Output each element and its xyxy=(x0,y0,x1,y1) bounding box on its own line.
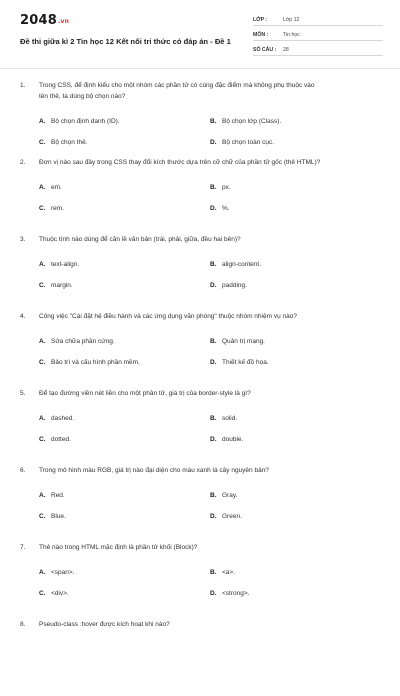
question-line xyxy=(20,80,382,91)
answer-option-c[interactable] xyxy=(39,282,73,289)
question-text: Đơn vị nào sau đây trong CSS thay đổi kích thước dựa trên cỡ chữ của phần tử gốc (thẻ HTML)? xyxy=(39,159,321,166)
question-line xyxy=(20,388,382,399)
option-letter: C. xyxy=(39,590,46,597)
info-label: SỐ CÂU : xyxy=(253,46,277,53)
question-item xyxy=(0,388,400,465)
question-line xyxy=(20,465,382,476)
question-text: Thẻ nào trong HTML mặc định là phần tử khối (Block)? xyxy=(39,544,198,551)
option-letter: A. xyxy=(39,492,46,499)
question-line xyxy=(20,157,382,168)
question-number: 1. xyxy=(20,82,26,89)
question-item xyxy=(0,234,400,311)
answer-option-d[interactable] xyxy=(210,436,243,443)
question-text: Trong CSS, để định kiểu cho một nhóm các phần tử có cùng đặc điểm mà không phụ thuộc vào xyxy=(39,82,315,89)
option-text: Quản trị mạng. xyxy=(222,338,265,345)
option-text: dashed. xyxy=(51,415,75,422)
option-letter: C. xyxy=(39,513,46,520)
answer-option-c[interactable] xyxy=(39,205,64,212)
option-letter: B. xyxy=(210,569,217,576)
question-line xyxy=(20,311,382,322)
question-number: 5. xyxy=(20,390,26,397)
answer-option-c[interactable] xyxy=(39,436,71,443)
answer-option-b[interactable] xyxy=(210,118,281,125)
option-letter: D. xyxy=(210,282,217,289)
option-text: <a>. xyxy=(222,569,236,576)
option-text: <span>. xyxy=(51,569,75,576)
question-item xyxy=(0,80,400,157)
option-text: text-align. xyxy=(51,261,80,268)
question-text: Để tạo đường viền nét liền cho một phần tử, giá trị của border-style là gì? xyxy=(39,390,251,397)
info-label: LỚP : xyxy=(253,16,268,23)
option-text: Bộ chọn thẻ. xyxy=(51,139,88,146)
answer-option-d[interactable] xyxy=(210,359,269,366)
option-text: Green. xyxy=(222,513,242,520)
option-letter: A. xyxy=(39,118,46,125)
option-letter: D. xyxy=(210,436,217,443)
answer-option-a[interactable] xyxy=(39,338,115,345)
option-text: align-content. xyxy=(222,261,262,268)
option-text: padding. xyxy=(222,282,247,289)
answer-option-c[interactable] xyxy=(39,139,88,146)
option-text: em. xyxy=(51,184,62,191)
answer-option-d[interactable] xyxy=(210,282,247,289)
answer-option-a[interactable] xyxy=(39,184,62,191)
question-number: 7. xyxy=(20,544,26,551)
answer-option-a[interactable] xyxy=(39,492,65,499)
answer-option-b[interactable] xyxy=(210,261,261,268)
question-number xyxy=(20,91,39,102)
question-text: Công việc "Cài đặt hệ điều hành và các ứng dụng văn phòng" thuộc nhóm nhiệm vụ nào? xyxy=(39,313,297,320)
question-line xyxy=(20,542,382,553)
option-letter: A. xyxy=(39,261,46,268)
option-letter: D. xyxy=(210,590,217,597)
option-letter: B. xyxy=(210,415,217,422)
option-text: Thiết kế đồ họa. xyxy=(222,359,269,366)
answer-option-b[interactable] xyxy=(210,569,235,576)
answer-option-a[interactable] xyxy=(39,261,79,268)
option-text: solid. xyxy=(222,415,238,422)
header-divider xyxy=(0,68,400,69)
page-title: Đề thi giữa kì 2 Tin học 12 Kết nối tri thức có đáp án - Đề 1 xyxy=(20,37,231,46)
question-number: 3. xyxy=(20,236,26,243)
question-line xyxy=(20,234,382,245)
exam-header xyxy=(0,0,400,68)
question-item xyxy=(0,542,400,619)
logo-main-text: 2048 xyxy=(20,13,57,28)
question-number: 4. xyxy=(20,313,26,320)
option-text: <div>. xyxy=(51,590,69,597)
option-text: margin. xyxy=(51,282,73,289)
option-letter: B. xyxy=(210,338,217,345)
option-letter: D. xyxy=(210,205,217,212)
option-text: Bộ chọn toàn cục. xyxy=(222,139,275,146)
option-letter: B. xyxy=(210,118,217,125)
question-text: Thuộc tính nào dùng để căn lề văn bản (trái, phải, giữa, đều hai bên)? xyxy=(39,236,241,243)
question-item xyxy=(0,311,400,388)
answer-option-b[interactable] xyxy=(210,184,231,191)
option-letter: A. xyxy=(39,338,46,345)
answer-option-a[interactable] xyxy=(39,118,120,125)
question-text: Trong mô hình màu RGB, giá trị nào đại diện cho màu xanh lá cây nguyên bản? xyxy=(39,467,269,474)
option-letter: B. xyxy=(210,492,217,499)
option-letter: C. xyxy=(39,205,46,212)
question-line xyxy=(20,619,382,630)
question-text: tên thẻ, ta dùng bộ chọn nào? xyxy=(39,93,126,100)
question-text: Pseudo-class :hover được kích hoạt khi nào? xyxy=(39,621,170,628)
answer-option-c[interactable] xyxy=(39,359,140,366)
option-text: Bộ chọn định danh (ID). xyxy=(51,118,120,125)
answer-option-d[interactable] xyxy=(210,205,230,212)
logo-suffix-text: .vn xyxy=(57,18,70,25)
info-label: MÔN : xyxy=(253,31,269,38)
option-letter: B. xyxy=(210,184,217,191)
answer-option-d[interactable] xyxy=(210,513,242,520)
question-item xyxy=(0,465,400,542)
option-text: <strong>. xyxy=(222,590,250,597)
question-line xyxy=(20,91,382,102)
option-letter: B. xyxy=(210,261,217,268)
option-letter: D. xyxy=(210,359,217,366)
option-letter: A. xyxy=(39,415,46,422)
answer-option-a[interactable] xyxy=(39,569,75,576)
answer-option-a[interactable] xyxy=(39,415,74,422)
option-text: Red. xyxy=(51,492,65,499)
exam-info-box xyxy=(253,14,383,59)
info-value: Tin học xyxy=(283,31,300,38)
question-number: 6. xyxy=(20,467,26,474)
option-letter: D. xyxy=(210,139,217,146)
answer-option-d[interactable] xyxy=(210,139,274,146)
option-letter: C. xyxy=(39,282,46,289)
option-text: Bộ chọn lớp (Class). xyxy=(222,118,282,125)
answer-option-b[interactable] xyxy=(210,338,265,345)
answer-option-d[interactable] xyxy=(210,590,249,597)
option-text: dotted. xyxy=(51,436,71,443)
option-letter: C. xyxy=(39,436,46,443)
info-value: Lớp 12 xyxy=(283,16,300,23)
option-letter: C. xyxy=(39,359,46,366)
option-text: %. xyxy=(222,205,230,212)
answer-option-c[interactable] xyxy=(39,513,66,520)
option-text: px. xyxy=(222,184,231,191)
info-row-question-count xyxy=(253,44,383,56)
question-item xyxy=(0,619,400,696)
answer-option-b[interactable] xyxy=(210,415,237,422)
option-text: Blue. xyxy=(51,513,66,520)
info-value: 28 xyxy=(283,46,289,53)
question-number: 8. xyxy=(20,621,26,628)
info-row-subject xyxy=(253,29,383,41)
option-letter: D. xyxy=(210,513,217,520)
question-number: 2. xyxy=(20,159,26,166)
answer-option-b[interactable] xyxy=(210,492,237,499)
question-item xyxy=(0,157,400,234)
option-text: Bảo trì và cấu hình phần mềm. xyxy=(51,359,140,366)
info-row-class xyxy=(253,14,383,26)
question-list xyxy=(0,80,400,696)
answer-option-c[interactable] xyxy=(39,590,69,597)
option-letter: A. xyxy=(39,184,46,191)
option-letter: A. xyxy=(39,569,46,576)
option-text: Sửa chữa phần cứng. xyxy=(51,338,115,345)
option-letter: C. xyxy=(39,139,46,146)
option-text: rem. xyxy=(51,205,64,212)
option-text: double. xyxy=(222,436,244,443)
option-text: Gray. xyxy=(222,492,238,499)
